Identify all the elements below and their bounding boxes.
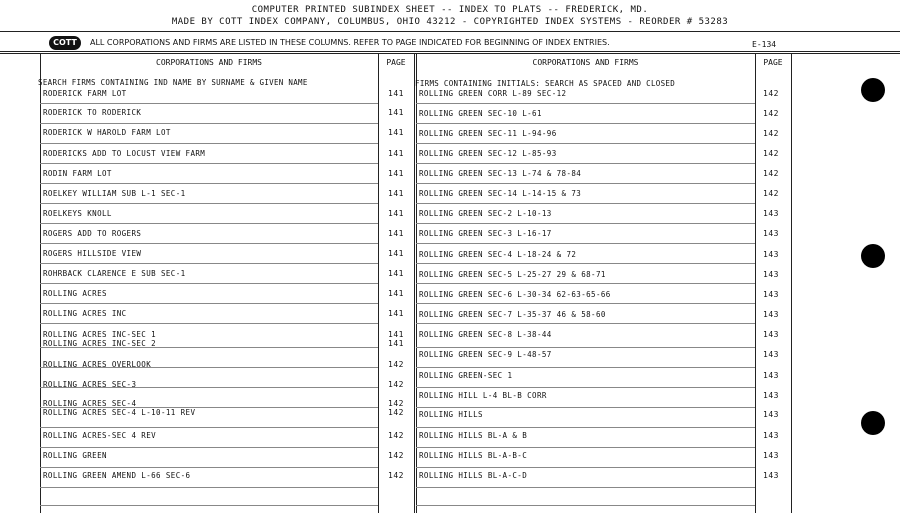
index-entry-name: ROHRBACK CLARENCE E SUB SEC-1 (43, 269, 186, 278)
index-entry-name: ROLLING ACRES INC (43, 309, 127, 318)
index-entry-name: ROLLING ACRES OVERLOOK (43, 360, 152, 369)
index-entry-page: 143 (763, 410, 779, 419)
index-entry-page: 142 (388, 451, 404, 460)
index-entry-name: ROLLING HILLS (419, 410, 483, 419)
index-entry-name: ROLLING ACRES SEC-3 (43, 380, 137, 389)
right-search-instruction: FIRMS CONTAINING INITIALS: SEARCH AS SPACED AND CLOSED (415, 79, 676, 88)
index-entry-name: ROLLING GREEN SEC-4 L-18-24 & 72 (419, 250, 577, 259)
index-entry-name: ROLLING GREEN SEC-6 L-30-34 62-63-65-66 (419, 290, 611, 299)
index-entry-page: 143 (763, 451, 779, 460)
index-entry-name: ROLLING ACRES-SEC 4 REV (43, 431, 157, 440)
index-entry-page: 142 (763, 149, 779, 158)
left-column-header: CORPORATIONS AND FIRMS (156, 58, 262, 67)
cott-logo: COTT (49, 36, 81, 50)
index-entry-page: 141 (388, 249, 404, 258)
index-entry-page: 143 (763, 250, 779, 259)
index-entry-page: 141 (388, 108, 404, 117)
index-entry-name: ROELKEYS KNOLL (43, 209, 112, 218)
index-entry-page: 141 (388, 309, 404, 318)
index-entry-name: ROLLING GREEN SEC-3 L-16-17 (419, 229, 552, 238)
index-entry-page: 142 (388, 471, 404, 480)
index-entry-page: 143 (763, 290, 779, 299)
index-entry-name: ROLLING GREEN SEC-12 L-85-93 (419, 149, 557, 158)
left-search-instruction: SEARCH FIRMS CONTAINING IND NAME BY SURNAME & GIVEN NAME (38, 78, 308, 87)
index-entry-name: ROLLING GREEN SEC-14 L-14-15 & 73 (419, 189, 582, 198)
index-entry-name: ROLLING ACRES SEC-4 (43, 399, 137, 408)
index-entry-name: ROLLING HILLS BL-A & B (419, 431, 528, 440)
index-entry-name: ROLLING GREEN CORR L-89 SEC-12 (419, 89, 567, 98)
index-entry-name: ROLLING GREEN (43, 451, 107, 460)
index-entry-page: 143 (763, 471, 779, 480)
index-entry-name: ROELKEY WILLIAM SUB L-1 SEC-1 (43, 189, 186, 198)
index-entry-name: ROLLING ACRES INC-SEC 2 (43, 339, 157, 348)
index-entry-name: ROLLING ACRES (43, 289, 107, 298)
index-entry-name: ROLLING ACRES SEC-4 L-10-11 REV (43, 408, 196, 417)
index-entry-name: RODERICK FARM LOT (43, 89, 127, 98)
index-entry-page: 141 (388, 289, 404, 298)
index-entry-name: RODERICK TO RODERICK (43, 108, 142, 117)
index-entry-name: RODIN FARM LOT (43, 169, 112, 178)
index-entry-name: ROLLING GREEN SEC-13 L-74 & 78-84 (419, 169, 582, 178)
binder-hole-bottom (861, 411, 885, 435)
index-entry-name: ROLLING GREEN SEC-7 L-35-37 46 & 58-60 (419, 310, 606, 319)
index-entry-name: ROLLING GREEN SEC-9 L-48-57 (419, 350, 552, 359)
index-entry-page: 143 (763, 350, 779, 359)
index-entry-name: ROLLING GREEN SEC-11 L-94-96 (419, 129, 557, 138)
binder-hole-top (861, 78, 885, 102)
index-entry-page: 142 (388, 399, 404, 408)
index-entry-page: 141 (388, 209, 404, 218)
index-entry-page: 141 (388, 169, 404, 178)
index-entry-name: ROGERS ADD TO ROGERS (43, 229, 142, 238)
index-entry-page: 142 (763, 189, 779, 198)
index-entry-page: 143 (763, 209, 779, 218)
index-entry-page: 141 (388, 229, 404, 238)
index-entry-page: 143 (763, 229, 779, 238)
left-page-header: PAGE (386, 58, 406, 67)
index-entry-name: ROLLING GREEN SEC-10 L-61 (419, 109, 542, 118)
index-entry-name: ROLLING GREEN SEC-2 L-10-13 (419, 209, 552, 218)
index-entry-page: 142 (388, 380, 404, 389)
index-entry-name: ROLLING HILLS BL-A-B-C (419, 451, 528, 460)
index-entry-page: 141 (388, 128, 404, 137)
index-entry-page: 142 (388, 360, 404, 369)
index-entry-name: RODERICK W HAROLD FARM LOT (43, 128, 171, 137)
right-column-header: CORPORATIONS AND FIRMS (532, 58, 639, 67)
column-notice: ALL CORPORATIONS AND FIRMS ARE LISTED IN THESE COLUMNS. REFER TO PAGE INDICATED FOR BEGINNING OF INDEX ENTRIES. (90, 38, 610, 47)
binder-hole-middle (861, 244, 885, 268)
index-entry-page: 141 (388, 269, 404, 278)
index-entry-page: 141 (388, 89, 404, 98)
index-entry-name: RODERICKS ADD TO LOCUST VIEW FARM (43, 149, 206, 158)
index-entry-page: 143 (763, 310, 779, 319)
index-entry-name: ROLLING GREEN AMEND L-66 SEC-6 (43, 471, 191, 480)
index-entry-name: ROGERS HILLSIDE VIEW (43, 249, 142, 258)
index-entry-name: ROLLING GREEN-SEC 1 (419, 371, 513, 380)
index-entry-name: ROLLING HILL L-4 BL-B CORR (419, 391, 547, 400)
index-entry-page: 142 (388, 408, 404, 417)
index-entry-page: 141 (388, 330, 404, 339)
index-entry-name: ROLLING ACRES INC-SEC 1 (43, 330, 157, 339)
index-entry-page: 142 (763, 169, 779, 178)
index-entry-page: 142 (763, 89, 779, 98)
right-page-header: PAGE (763, 58, 783, 67)
sheet-maker-line: MADE BY COTT INDEX COMPANY, COLUMBUS, OHIO 43212 - COPYRIGHTED INDEX SYSTEMS - REORDER # 53283 (171, 17, 729, 27)
form-number: E-134 (752, 40, 777, 49)
index-entry-page: 141 (388, 149, 404, 158)
index-entry-page: 143 (763, 371, 779, 380)
index-entry-name: ROLLING HILLS BL-A-C-D (419, 471, 528, 480)
index-entry-page: 143 (763, 391, 779, 400)
sheet-title: COMPUTER PRINTED SUBINDEX SHEET -- INDEX TO PLATS -- FREDERICK, MD. (251, 5, 649, 15)
index-entry-page: 141 (388, 189, 404, 198)
index-entry-page: 143 (763, 270, 779, 279)
index-entry-name: ROLLING GREEN SEC-8 L-38-44 (419, 330, 552, 339)
index-entry-page: 142 (388, 431, 404, 440)
index-entry-page: 142 (763, 129, 779, 138)
index-entry-page: 143 (763, 431, 779, 440)
index-entry-name: ROLLING GREEN SEC-5 L-25-27 29 & 68-71 (419, 270, 606, 279)
index-entry-page: 142 (763, 109, 779, 118)
index-entry-page: 141 (388, 339, 404, 348)
index-entry-page: 143 (763, 330, 779, 339)
